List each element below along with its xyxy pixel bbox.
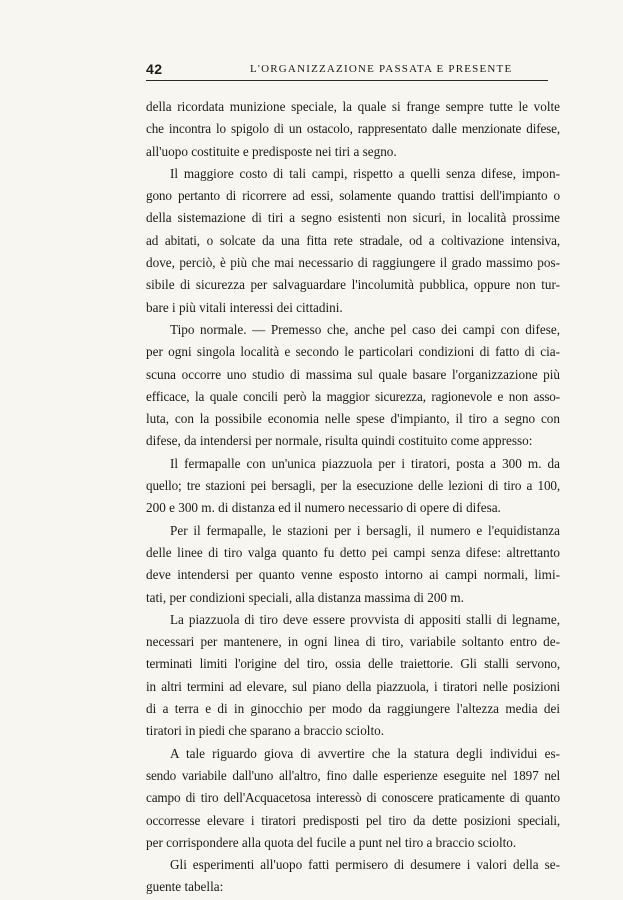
text-line: luta, con la possibile economia nelle spese d'impianto, il tiro a segno con bbox=[146, 411, 560, 427]
page-header bbox=[146, 60, 548, 81]
text-line: Per il fermapalle, le stazioni per i bersagli, il numero e l'equidistanza bbox=[170, 522, 560, 538]
running-title: L'ORGANIZZAZIONE PASSATA E PRESENTE bbox=[250, 63, 513, 75]
text-line: campo di tiro dell'Acquacetosa interessò di conoscere praticamente di quanto bbox=[146, 790, 560, 806]
text-line: Il fermapalle con un'unica piazzuola per i tiratori, posta a 300 m. da bbox=[170, 455, 560, 471]
text-line: sibile di sicurezza per salvaguardare l'incolumità pubblica, oppure non tur- bbox=[146, 277, 560, 293]
text-line: deve intendersi per quanto venne esposto intorno ai campi normali, limi- bbox=[146, 567, 560, 583]
text-line: della ricordata munizione speciale, la quale si frange sempre tutte le volte bbox=[146, 99, 560, 114]
text-line: che incontra lo spigolo di un ostacolo, rappresentato dalle menzionate difese, bbox=[146, 121, 560, 137]
text-line: bare i più vitali interessi dei cittadini. bbox=[146, 299, 343, 315]
text-line: A tale riguardo giova di avvertire che la statura degli individui es- bbox=[170, 745, 560, 761]
text-line: 200 e 300 m. di distanza ed il numero necessario di opere di difesa. bbox=[146, 500, 501, 516]
text-line: dove, perciò, è più che mai necessario di raggiungere il grado massimo pos- bbox=[146, 255, 560, 271]
text-line: difese, da intendersi per normale, risulta quindi costituito come appresso: bbox=[146, 433, 533, 449]
text-line: terminati limiti l'origine del tiro, ossia delle traiettorie. Gli stalli servono, bbox=[146, 656, 560, 672]
text-line: quello; tre stazioni pei bersagli, per la esecuzione delle lezioni di tiro a 100, bbox=[146, 478, 560, 494]
text-line: all'uopo costituite e predisposte nei tiri a segno. bbox=[146, 143, 397, 159]
text-line: gono pertanto di ricorrere ad essi, solamente quando trattisi dell'impianto o bbox=[146, 188, 560, 204]
text-line: Gli esperimenti all'uopo fatti permisero di desumere i valori della se- bbox=[170, 857, 560, 873]
text-line: per corrispondere alla quota del fucile a punt nel tiro a braccio sciolto. bbox=[146, 834, 517, 850]
text-line: Il maggiore costo di tali campi, rispetto a quelli senza difese, impon- bbox=[170, 165, 560, 181]
text-line: occorresse elevare i tiratori predisposti pel tiro da dette posizioni speciali, bbox=[146, 812, 560, 828]
text-line: della sistemazione di tiri a segno esistenti non sicuri, in località prossime bbox=[146, 210, 560, 226]
section-line-tipo-normale: Tipo normale. — Premesso che, anche pel caso dei campi con difese, bbox=[170, 321, 560, 337]
text-line: ad abitati, o solcate da una fitta rete stradale, od a coltivazione intensiva, bbox=[146, 232, 560, 248]
text-line: per ogni singola località e secondo le particolari condizioni di fatto di cia- bbox=[146, 344, 560, 360]
text-line: delle linee di tiro valga quanto fu detto pei campi senza difese: altrettanto bbox=[146, 544, 560, 560]
text-line: efficace, la quale concili però la maggior sicurezza, ragionevole e non asso- bbox=[146, 388, 560, 404]
text-line: in altri termini ad elevare, sul piano della piazzuola, i tiratori nelle posizioni bbox=[146, 678, 560, 694]
body-text bbox=[146, 96, 560, 899]
text-line: La piazzuola di tiro deve essere provvista di appositi stalli di legname, bbox=[170, 611, 560, 627]
text-line: sendo variabile dall'uno all'altro, fino dalle esperienze eseguite nel 1897 nel bbox=[146, 767, 560, 783]
text-line: di a terra e di in ginocchio per modo da raggiungere l'altezza media dei bbox=[146, 701, 560, 717]
text-line: tati, per condizioni speciali, alla distanza massima di 200 m. bbox=[146, 589, 464, 605]
text-line: scuna occorre uno studio di massima sul quale basare l'organizzazione più bbox=[146, 366, 560, 382]
text-line: tiratori in piedi che sparano a braccio sciolto. bbox=[146, 723, 385, 739]
text-line: guente tabella: bbox=[146, 879, 224, 895]
page-number: 42 bbox=[146, 61, 163, 77]
text-line: necessari per mantenere, in ogni linea di tiro, variabile soltanto entro de- bbox=[146, 634, 560, 650]
